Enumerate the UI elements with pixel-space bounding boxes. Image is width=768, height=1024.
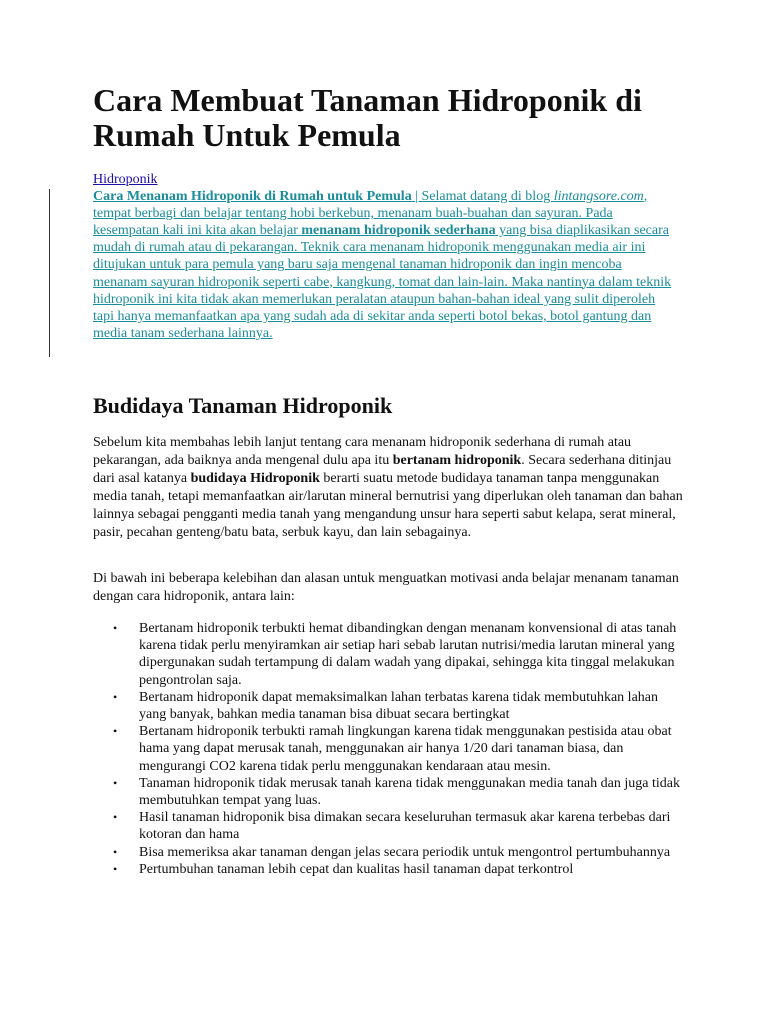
list-item-text: Tanaman hidroponik tidak merusak tanah karena tidak menggunakan media tanah dan juga tidak membutuhkan tempat yang luas.: [139, 775, 680, 809]
list-item: [93, 775, 683, 809]
list-item-text: Bertanam hidroponik dapat memaksimalkan lahan terbatas karena tidak membutuhkan lahan yang banyak, bahkan media tanaman bisa dibuat secara bertingkat: [139, 689, 658, 723]
list-item-text: Bertanam hidroponik terbukti ramah lingkungan karena tidak menggunakan pestisida atau obat hama yang dapat merusak tanah, menggunakan air hanya 1/20 dari tanaman biasa, dan mengurangi CO2 karena tidak perlu menggunakan kendaraan atau mesin.: [139, 724, 672, 774]
bullet-icon: •: [113, 621, 118, 635]
bullet-icon: •: [113, 775, 118, 790]
intro-text-3: yang bisa diaplikasikan secara mudah di rumah atau di pekarangan. Teknik cara menanam hidroponik menggunakan media air ini ditujukan untuk para pemula yang baru saja mengenal tanaman hidroponik dan ingin mencoba menanam sayuran hidroponik seperti cabe, kangkung, tomat dan lain-lain. Maka nantinya dalam teknik hidroponik ini kita tidak akan memerlukan peralatan ataupun bahan-bahan ideal yang sulit diperoleh tapi hanya memanfaatkan apa yang sudah ada di sekitar anda seperti botol bekas, botol gantung dan media tanam sederhana lainnya.: [93, 223, 672, 341]
margin-rule-line: [49, 189, 50, 357]
bullet-icon: •: [113, 810, 118, 825]
list-item: [93, 809, 683, 843]
bullet-icon: •: [113, 724, 118, 739]
list-item-text: Hasil tanaman hidroponik bisa dimakan secara keseluruhan termasuk akar karena terbebas dari kotoran dan hama: [139, 810, 671, 843]
page-title: Cara Membuat Tanaman Hidroponik di Rumah Untuk Pemula: [93, 82, 642, 153]
intro-text-2: , tempat berbagi dan belajar tentang hobi berkebun, menanam buah-buahan dan sayuran. Pada kesempatan kali ini kita akan belajar: [93, 189, 648, 239]
list-item: [93, 861, 683, 878]
list-item: [93, 844, 683, 861]
intro-site-name: lintangsore.com: [553, 189, 644, 205]
intro-bold-2: menanam hidroponik sederhana: [301, 223, 496, 239]
list-item-text: Bertanam hidroponik terbukti hemat dibandingkan dengan menanam konvensional di atas tanah karena tidak perlu menyiramkan air setiap hari sebab larutan nutrisi/media larutan mineral yang dipergunakan sudah tertampung di dalam wadah yang dipakai, sehingga kita tinggal melakukan pengontrolan saja.: [139, 621, 677, 688]
bullet-icon: •: [113, 689, 118, 704]
bullet-icon: •: [113, 844, 118, 859]
section-paragraph-1: [93, 434, 683, 542]
list-item: [93, 620, 683, 689]
bullet-icon: •: [113, 861, 118, 876]
p1-text-e: berarti suatu metode budidaya tanaman tanpa menggunakan media tanah, tetapi memanfaatkan air/larutan mineral bernutrisi yang diperlukan oleh tanaman dan bahan lainnya sebagai pengganti media tanah yang mengandung unsur hara seperti sabut kelapa, serat mineral, pasir, pecahan genteng/batu bata, serbuk kayu, dan lain sebagainya.: [93, 471, 683, 540]
intro-lead-bold: Cara Menanam Hidroponik di Rumah untuk Pemula: [93, 189, 412, 205]
intro-block: [93, 171, 678, 342]
benefits-list: [93, 620, 683, 878]
list-item-text: Pertumbuhan tanaman lebih cepat dan kualitas hasil tanaman dapat terkontrol: [139, 861, 574, 877]
intro-text-1: | Selamat datang di blog: [411, 189, 554, 205]
category-link-hidroponik[interactable]: Hidroponik: [93, 172, 158, 187]
p1-bold-d: budidaya Hidroponik: [190, 471, 320, 486]
section-paragraph-2: Di bawah ini beberapa kelebihan dan alasan untuk menguatkan motivasi anda belajar menanam tanaman dengan cara hidroponik, antara lain:: [93, 571, 679, 604]
p1-bold-b: bertanam hidroponik: [392, 453, 522, 468]
section-heading: Budidaya Tanaman Hidroponik: [93, 393, 393, 418]
p1-text-a: Sebelum kita membahas lebih lanjut tentang cara menanam hidroponik sederhana di rumah atau pekarangan, ada baiknya anda mengenal dulu apa itu: [93, 435, 632, 468]
list-item-text: Bisa memeriksa akar tanaman dengan jelas secara periodik untuk mengontrol pertumbuhannya: [139, 844, 671, 860]
intro-paragraph-link[interactable]: [93, 189, 671, 341]
list-item: [93, 723, 683, 775]
p1-text-c: . Secara sederhana ditinjau dari asal katanya: [93, 453, 672, 486]
list-item: [93, 689, 683, 723]
